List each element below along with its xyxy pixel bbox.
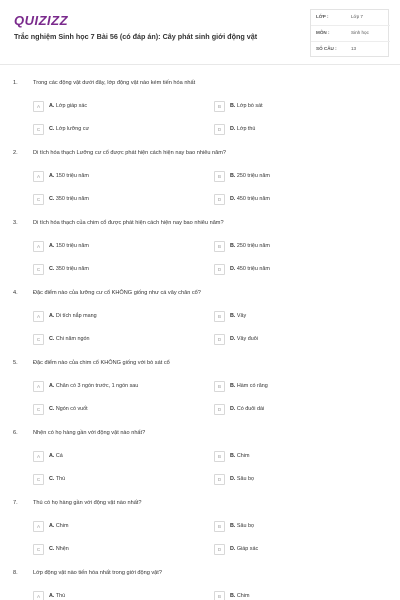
option-label: 150 triệu năm	[55, 173, 89, 179]
option-letter-box: D	[214, 544, 225, 555]
question-text: Nhện có họ hàng gần với động vật nào nhất?	[33, 430, 146, 436]
option-text	[49, 383, 138, 389]
option-letter-box: C	[33, 404, 44, 415]
option-letter-box: A	[33, 171, 44, 182]
option-label: Lớp bò sát	[236, 103, 263, 109]
option-prefix: A.	[49, 173, 55, 179]
question-number: 2.	[13, 150, 18, 156]
answer-option-b[interactable]	[214, 101, 394, 112]
option-prefix: C.	[49, 476, 55, 482]
option-text	[49, 336, 89, 342]
meta-info-box	[310, 9, 389, 57]
option-prefix: D.	[230, 196, 236, 202]
quizizz-logo: QUIZIZZ	[14, 13, 69, 28]
option-text	[49, 406, 88, 412]
option-letter-box: A	[33, 381, 44, 392]
answer-option-a[interactable]	[33, 241, 213, 252]
option-label: Lớp giáp xác	[55, 103, 88, 109]
meta-label: LỚP :	[316, 14, 329, 19]
option-label: Giáp xác	[236, 546, 259, 552]
question-number: 8.	[13, 570, 18, 576]
option-prefix: D.	[230, 266, 236, 272]
option-text	[49, 546, 69, 552]
option-text	[230, 173, 270, 179]
answer-option-d[interactable]	[214, 544, 394, 555]
option-text	[49, 453, 63, 459]
option-label: Ngón có vuốt	[55, 406, 88, 412]
option-label: Nhện	[55, 546, 69, 552]
option-text	[230, 453, 250, 459]
answer-option-c[interactable]	[33, 194, 213, 205]
option-prefix: A.	[49, 243, 55, 249]
answer-option-c[interactable]	[33, 334, 213, 345]
meta-value: Lớp 7	[351, 14, 363, 19]
meta-row-subject	[311, 26, 390, 42]
option-text	[230, 126, 255, 132]
header-divider	[0, 64, 400, 65]
option-letter-box: D	[214, 124, 225, 135]
option-text	[230, 243, 270, 249]
option-text	[49, 196, 89, 202]
answer-option-c[interactable]	[33, 404, 213, 415]
option-label: 450 triệu năm	[236, 196, 270, 202]
option-letter-box: B	[214, 451, 225, 462]
option-text	[230, 593, 250, 599]
option-label: 250 triệu năm	[236, 173, 270, 179]
option-prefix: D.	[230, 126, 236, 132]
option-text	[49, 523, 69, 529]
option-text	[49, 103, 87, 109]
question-number: 1.	[13, 80, 18, 86]
option-prefix: B.	[230, 243, 236, 249]
option-label: Hàm có răng	[236, 383, 268, 389]
question-text: Di tích hóa thạch của chim cổ được phát hiện cách hiện nay bao nhiêu năm?	[33, 220, 224, 226]
answer-option-a[interactable]	[33, 591, 213, 600]
question-text: Lớp động vật nào tiến hóa nhất trong giới động vật?	[33, 570, 162, 576]
question-number: 7.	[13, 500, 18, 506]
option-label: 250 triệu năm	[236, 243, 270, 249]
question-text: Đặc điểm nào của chim cổ KHÔNG giống với bò sát cổ	[33, 360, 170, 366]
option-text	[230, 196, 270, 202]
question-number: 4.	[13, 290, 18, 296]
option-prefix: A.	[49, 593, 55, 599]
option-prefix: C.	[49, 126, 55, 132]
option-label: Có đuôi dài	[236, 406, 265, 412]
option-letter-box: C	[33, 124, 44, 135]
option-letter-box: A	[33, 241, 44, 252]
answer-option-b[interactable]	[214, 381, 394, 392]
option-prefix: B.	[230, 383, 236, 389]
question-text: Đặc điểm nào của lưỡng cư cổ KHÔNG giống như cá vây chân cổ?	[33, 290, 201, 296]
option-label: Di tích nắp mang	[55, 313, 97, 319]
option-label: Chân có 3 ngón trước, 1 ngón sau	[55, 383, 139, 389]
meta-label: MÔN :	[316, 30, 330, 35]
option-text	[230, 103, 263, 109]
option-text	[49, 243, 89, 249]
answer-option-b[interactable]	[214, 451, 394, 462]
answer-option-d[interactable]	[214, 474, 394, 485]
option-prefix: C.	[49, 406, 55, 412]
option-prefix: D.	[230, 406, 236, 412]
option-letter-box: A	[33, 311, 44, 322]
answer-option-a[interactable]	[33, 101, 213, 112]
option-letter-box: B	[214, 521, 225, 532]
answer-option-a[interactable]	[33, 171, 213, 182]
answer-option-a[interactable]	[33, 521, 213, 532]
option-label: Lớp thú	[236, 126, 256, 132]
option-prefix: A.	[49, 313, 55, 319]
option-letter-box: C	[33, 334, 44, 345]
option-label: Chi năm ngón	[55, 336, 90, 342]
option-letter-box: D	[214, 194, 225, 205]
answer-option-d[interactable]	[214, 124, 394, 135]
option-prefix: A.	[49, 523, 55, 529]
option-text	[230, 383, 268, 389]
option-label: 450 triệu năm	[236, 266, 270, 272]
question-number: 6.	[13, 430, 18, 436]
meta-row-class	[311, 10, 390, 26]
meta-value: 13	[351, 46, 357, 51]
option-letter-box: B	[214, 381, 225, 392]
option-letter-box: B	[214, 101, 225, 112]
question-number: 3.	[13, 220, 18, 226]
option-label: 350 triệu năm	[55, 196, 89, 202]
option-prefix: B.	[230, 173, 236, 179]
option-label: Sâu bọ	[236, 523, 254, 529]
option-prefix: A.	[49, 103, 55, 109]
option-text	[230, 266, 270, 272]
option-letter-box: D	[214, 404, 225, 415]
question-number: 5.	[13, 360, 18, 366]
answer-option-c[interactable]	[33, 544, 213, 555]
option-prefix: A.	[49, 383, 55, 389]
option-prefix: A.	[49, 453, 55, 459]
option-prefix: D.	[230, 546, 236, 552]
option-prefix: C.	[49, 546, 55, 552]
option-text	[49, 266, 89, 272]
option-text	[230, 523, 254, 529]
option-prefix: B.	[230, 523, 236, 529]
option-label: 150 triệu năm	[55, 243, 89, 249]
option-letter-box: D	[214, 264, 225, 275]
page-header	[0, 0, 400, 62]
option-label: 350 triệu năm	[55, 266, 89, 272]
meta-label: SỐ CÂU :	[316, 46, 337, 51]
option-label: Chim	[55, 523, 69, 529]
option-letter-box: C	[33, 544, 44, 555]
meta-value: Sinh học	[351, 30, 369, 35]
option-letter-box: B	[214, 171, 225, 182]
option-letter-box: B	[214, 591, 225, 600]
option-text	[230, 546, 258, 552]
answer-option-d[interactable]	[214, 264, 394, 275]
option-label: Lớp lưỡng cư	[55, 126, 90, 132]
answer-option-a[interactable]	[33, 381, 213, 392]
answer-option-b[interactable]	[214, 591, 394, 600]
option-text	[230, 313, 246, 319]
option-label: Sâu bọ	[236, 476, 254, 482]
answer-option-d[interactable]	[214, 334, 394, 345]
option-letter-box: A	[33, 101, 44, 112]
option-prefix: D.	[230, 476, 236, 482]
option-prefix: B.	[230, 593, 236, 599]
option-label: Cá	[55, 453, 63, 459]
option-text	[49, 126, 89, 132]
answer-option-d[interactable]	[214, 194, 394, 205]
answer-option-a[interactable]	[33, 451, 213, 462]
answer-option-d[interactable]	[214, 404, 394, 415]
option-text	[230, 336, 258, 342]
question-text: Trong các động vật dưới đây, lớp động vật nào kém tiến hóa nhất	[33, 80, 196, 86]
answer-option-b[interactable]	[214, 171, 394, 182]
option-text	[49, 313, 97, 319]
option-prefix: B.	[230, 103, 236, 109]
option-text	[230, 406, 264, 412]
option-letter-box: A	[33, 591, 44, 600]
answer-option-c[interactable]	[33, 264, 213, 275]
option-label: Chim	[236, 453, 250, 459]
option-letter-box: A	[33, 451, 44, 462]
meta-row-count	[311, 42, 390, 58]
option-letter-box: A	[33, 521, 44, 532]
option-label: Vây	[236, 313, 247, 319]
option-text	[49, 173, 89, 179]
option-label: Thú	[55, 476, 66, 482]
option-prefix: C.	[49, 266, 55, 272]
option-prefix: C.	[49, 336, 55, 342]
option-text	[230, 476, 254, 482]
answer-option-b[interactable]	[214, 241, 394, 252]
option-letter-box: B	[214, 241, 225, 252]
option-letter-box: B	[214, 311, 225, 322]
answer-option-b[interactable]	[214, 521, 394, 532]
document-title: Trắc nghiệm Sinh học 7 Bài 56 (có đáp án): Cây phát sinh giới động vật	[14, 32, 258, 41]
option-label: Chim	[236, 593, 250, 599]
option-letter-box: C	[33, 474, 44, 485]
answer-option-a[interactable]	[33, 311, 213, 322]
option-letter-box: C	[33, 194, 44, 205]
option-letter-box: D	[214, 474, 225, 485]
question-text: Di tích hóa thạch Lưỡng cư cổ được phát hiện cách hiện nay bao nhiêu năm?	[33, 150, 227, 156]
option-text	[49, 476, 65, 482]
option-prefix: B.	[230, 453, 236, 459]
option-prefix: C.	[49, 196, 55, 202]
answer-option-c[interactable]	[33, 474, 213, 485]
answer-option-b[interactable]	[214, 311, 394, 322]
answer-option-c[interactable]	[33, 124, 213, 135]
option-label: Vây đuôi	[236, 336, 258, 342]
option-letter-box: D	[214, 334, 225, 345]
option-letter-box: C	[33, 264, 44, 275]
option-label: Thú	[55, 593, 66, 599]
question-text: Thú có họ hàng gần với động vật nào nhất?	[33, 500, 142, 506]
option-prefix: D.	[230, 336, 236, 342]
option-prefix: B.	[230, 313, 236, 319]
option-text	[49, 593, 65, 599]
